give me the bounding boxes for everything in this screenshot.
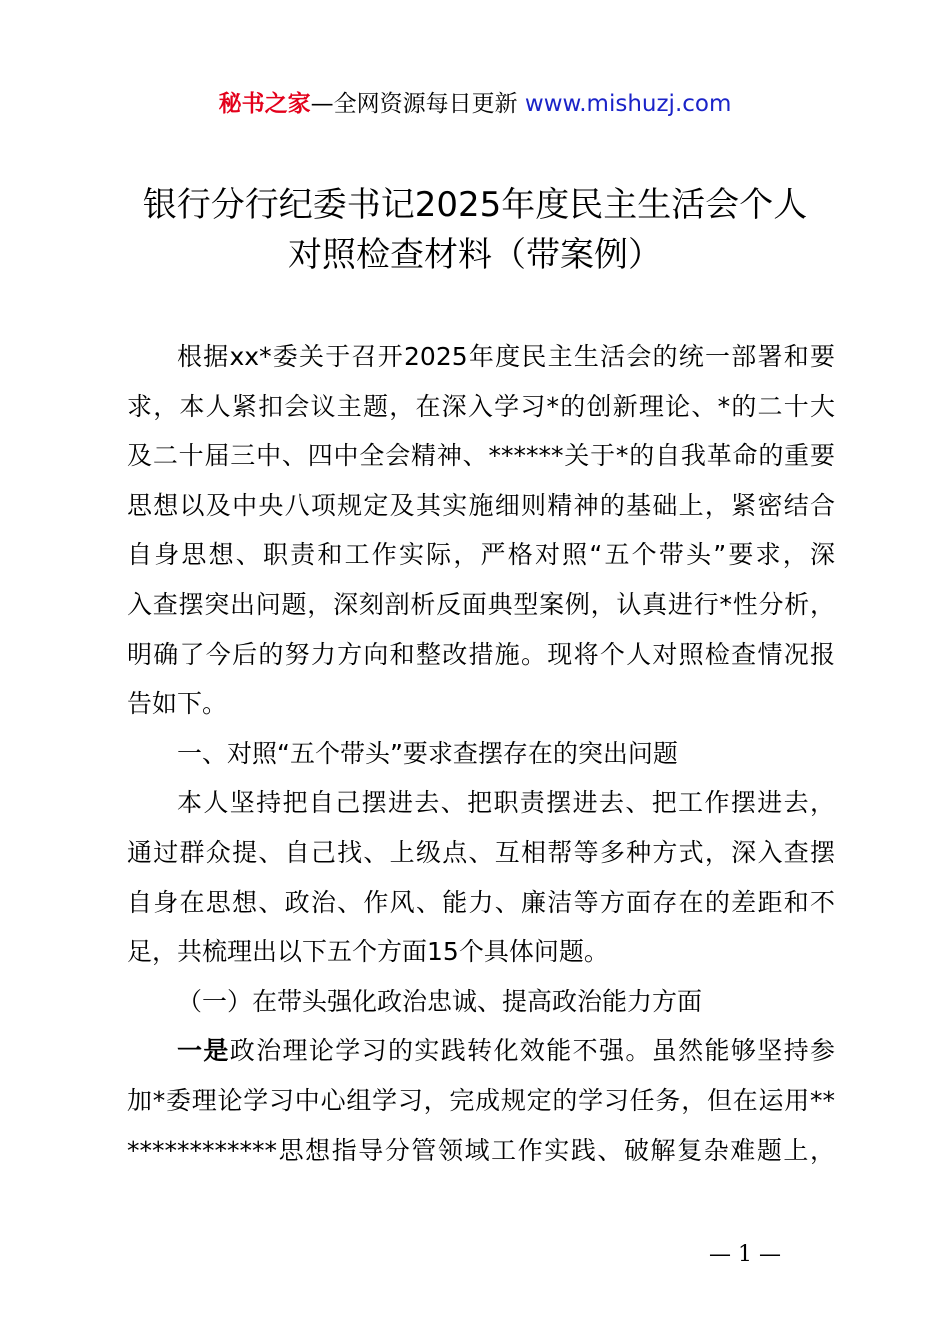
page-number: — 1 — (709, 1242, 781, 1267)
body-line: 根据xx*委关于召开2025年度民主生活会的统一部署和要 (177, 342, 835, 371)
body-line: 自身思想、职责和工作实际，严格对照“五个带头”要求，深 (127, 540, 835, 570)
site-name: 秘书之家 (218, 91, 311, 117)
site-slogan: —全网资源每日更新 (310, 91, 518, 117)
body-line: 入查摆突出问题，深刻剖析反面典型案例，认真进行*性分析， (127, 589, 835, 619)
body-line: ************思想指导分管领域工作实践、破解复杂难题上， (127, 1135, 835, 1165)
section-heading-1: 一、对照“五个带头”要求查摆存在的突出问题 (177, 738, 678, 768)
body-line: 求，本人紧扣会议主题，在深入学习*的创新理论、*的二十大 (127, 391, 835, 421)
body-line: 足，共梳理出以下五个方面15个具体问题。 (127, 937, 609, 967)
bold-lead: 一是 (177, 1036, 230, 1066)
body-line: 自身在思想、政治、作风、能力、廉洁等方面存在的差距和不 (127, 887, 835, 917)
body-line: 思想以及中央八项规定及其实施细则精神的基础上，紧密结合 (127, 490, 835, 520)
site-url-link[interactable]: www.mishuzj.com (524, 91, 732, 117)
body-line: 通过群众提、自己找、上级点、互相帮等多种方式，深入查摆 (127, 837, 835, 867)
document-body (127, 332, 835, 1175)
document-title (60, 180, 890, 280)
body-line: 明确了今后的努力方向和整改措施。现将个人对照检查情况报 (127, 639, 835, 669)
site-header (0, 88, 950, 120)
subsection-heading-1: （一）在带头强化政治忠诚、提高政治能力方面 (177, 986, 703, 1016)
body-line-with-lead (127, 1026, 835, 1076)
title-line-1: 银行分行纪委书记2025年度民主生活会个人 (142, 185, 808, 225)
body-line: 本人坚持把自己摆进去、把职责摆进去、把工作摆进去， (177, 788, 835, 818)
title-line-2: 对照检查材料（带案例） (288, 235, 662, 275)
body-line-text: 政治理论学习的实践转化效能不强。虽然能够坚持参 (229, 1036, 835, 1066)
body-line: 及二十届三中、四中全会精神、******关于*的自我革命的重要 (127, 441, 835, 471)
body-line: 加*委理论学习中心组学习，完成规定的学习任务，但在运用** (127, 1085, 835, 1115)
body-line: 告如下。 (127, 689, 228, 719)
